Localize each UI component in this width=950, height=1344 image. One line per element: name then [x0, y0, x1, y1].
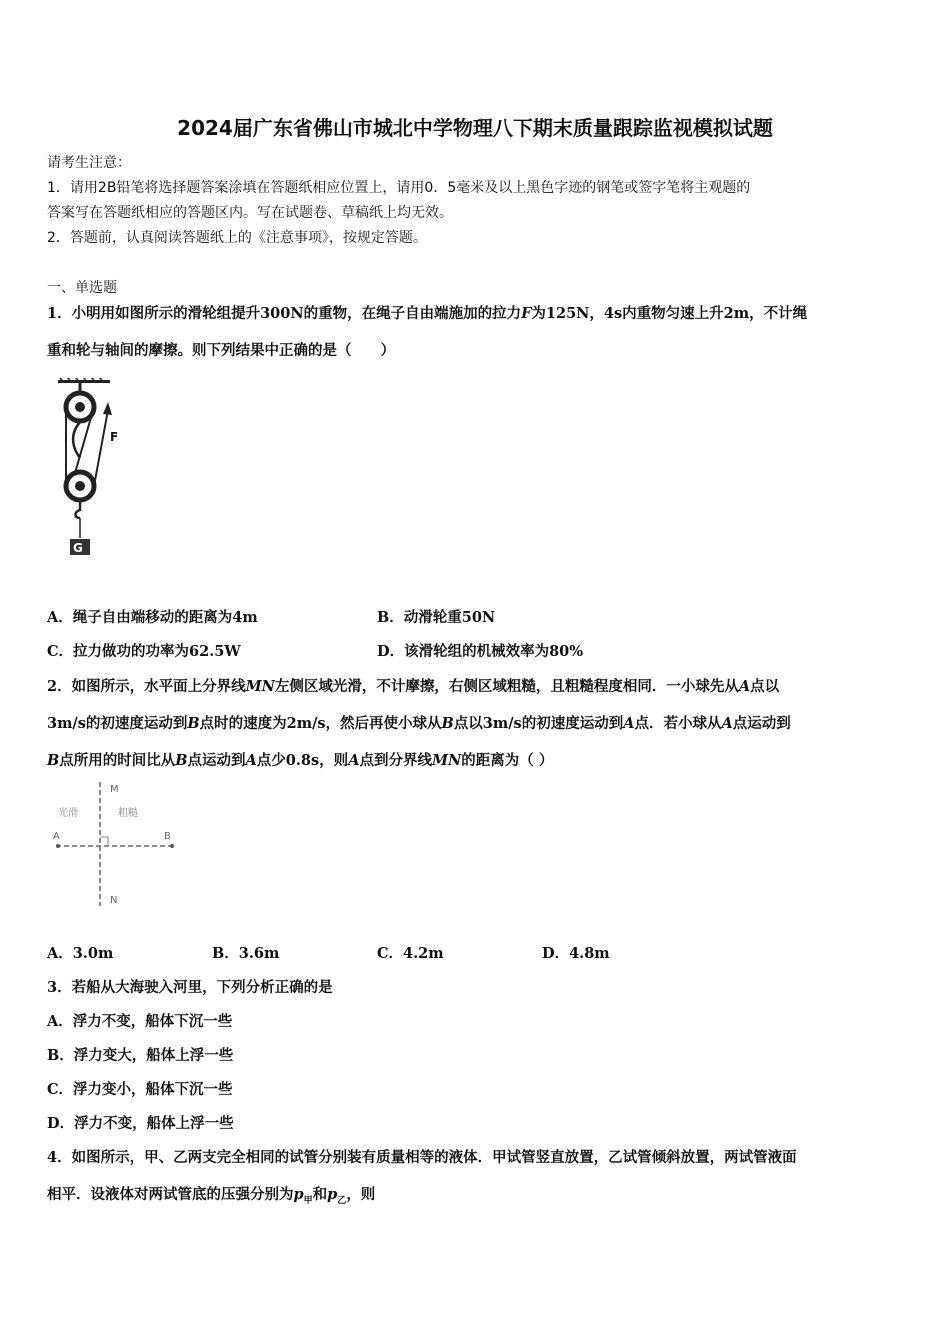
rope-hook	[73, 422, 80, 458]
q3-option-d: D．浮力不变，船体上浮一些	[47, 1115, 234, 1132]
movable-pulley-axle	[75, 481, 85, 491]
q1-option-d: D．该滑轮组的机械效率为80%	[377, 643, 584, 660]
q2-variable: A	[245, 752, 257, 769]
q2-variable: B	[47, 752, 60, 769]
q3-stem: 3．若船从大海驶入河里，下列分析正确的是	[47, 979, 333, 996]
rope	[75, 407, 94, 473]
q2-variable: MN	[431, 752, 462, 769]
q4-text: ，则	[346, 1186, 376, 1203]
q1-stem-line2: 重和轮与轴间的摩擦。则下列结果中正确的是（ ）	[47, 342, 395, 359]
q2-variable: A	[738, 678, 751, 695]
label-rough: 粗糙	[118, 808, 138, 819]
notice-line: 1．请用2B铅笔将选择题答案涂填在答题纸相应位置上，请用0．5毫米及以上黑色字迹的钢笔或签字笔将主观题的	[47, 180, 751, 196]
q4-stem-line2	[47, 1183, 375, 1206]
q1-option-b: B．动滑轮重50N	[377, 609, 496, 626]
q1-option-c: C．拉力做功的功率为62.5W	[47, 643, 241, 660]
fixed-pulley-axle	[75, 402, 85, 412]
q2-option-b: B．3.6m	[212, 945, 280, 962]
q2-text: 点以3m/s的初速度运动到	[453, 715, 624, 732]
q2-option-c: C．4.2m	[377, 945, 444, 962]
q4-variable: p	[327, 1186, 338, 1203]
force-label: F	[110, 430, 119, 444]
right-angle-mark	[100, 837, 108, 846]
q2-variable: A	[721, 715, 733, 732]
free-rope-end	[94, 410, 108, 486]
notice-line: 答案写在答题纸相应的答题区内。写在试题卷、草稿纸上均无效。	[47, 205, 453, 221]
label-m: M	[110, 784, 119, 795]
q2-variable: A	[348, 752, 360, 769]
q4-stem-line1: 4．如图所示，甲、乙两支完全相同的试管分别装有质量相等的液体．甲试管竖直放置，乙试管倾斜放置，两试管液面	[47, 1149, 797, 1166]
q2-variable: B	[441, 715, 454, 732]
q2-text: 点到分界线	[359, 752, 432, 769]
q2-text: 2．如图所示，水平面上分界线	[47, 678, 246, 695]
q2-text: 的距离为（ ）	[461, 752, 554, 769]
q2-text: 3m/s的初速度运动到	[47, 715, 188, 732]
hook	[76, 500, 81, 518]
q2-text: 点．若小球从	[634, 715, 722, 732]
arrow-icon	[103, 402, 112, 415]
notice-heading: 请考生注意：	[47, 155, 131, 171]
pulley-figure	[52, 378, 132, 563]
q2-variable: A	[623, 715, 635, 732]
q4-subscript: 乙	[337, 1195, 347, 1206]
ceiling-line	[58, 380, 110, 383]
q1-stem-line1	[47, 302, 807, 323]
notice-line: 2．答题前，认真阅读答题纸上的《注意事项》，按规定答题。	[47, 230, 427, 246]
q2-text: 点少0.8s，则	[256, 752, 349, 769]
q4-variable: p	[293, 1186, 304, 1203]
q3-option-c: C．浮力变小，船体下沉一些	[47, 1081, 233, 1098]
q2-variable: B	[175, 752, 188, 769]
q2-stem-line1	[47, 675, 779, 696]
point-a-dot	[56, 844, 60, 848]
q1-variable: F	[521, 305, 532, 322]
q2-text: 点以	[750, 678, 780, 695]
q4-subscript: 甲	[303, 1195, 313, 1206]
q1-text: 1．小明用如图所示的滑轮组提升300N的重物，在绳子自由端施加的拉力	[47, 305, 522, 322]
point-b-dot	[170, 844, 174, 848]
weight-label: G	[73, 541, 83, 555]
label-b: B	[164, 831, 171, 842]
q2-text: 点时的速度为2m/s，然后再使小球从	[199, 715, 442, 732]
q2-variable: MN	[245, 678, 275, 695]
q2-stem-line2	[47, 712, 791, 733]
label-n: N	[110, 895, 118, 906]
q2-variable: B	[187, 715, 200, 732]
q2-stem-line3	[47, 749, 553, 770]
q1-text: 为125N，4s内重物匀速上升2m，不计绳	[531, 305, 808, 322]
q4-text: 相平．设液体对两试管底的压强分别为	[47, 1186, 294, 1203]
q1-option-a: A．绳子自由端移动的距离为4m	[47, 609, 258, 626]
boundary-figure	[48, 778, 188, 910]
q2-option-d: D．4.8m	[542, 945, 610, 962]
q2-text: 点所用的时间比从	[59, 752, 176, 769]
q3-option-b: B．浮力变大，船体上浮一些	[47, 1047, 234, 1064]
page-title: 2024届广东省佛山市城北中学物理八下期末质量跟踪监视模拟试题	[177, 116, 773, 140]
label-a: A	[53, 831, 60, 842]
q2-option-a: A．3.0m	[47, 945, 114, 962]
label-smooth: 光滑	[58, 808, 78, 819]
q2-text: 点运动到	[187, 752, 246, 769]
q2-text: 点运动到	[732, 715, 791, 732]
q3-option-a: A．浮力不变，船体下沉一些	[47, 1013, 233, 1030]
ceiling-hatch	[58, 378, 102, 380]
q4-text: 和	[312, 1186, 328, 1203]
section-heading: 一、单选题	[47, 280, 117, 296]
q2-text: 左侧区域光滑，不计摩擦，右侧区域粗糙，且粗糙程度相同．一小球先从	[274, 678, 739, 695]
